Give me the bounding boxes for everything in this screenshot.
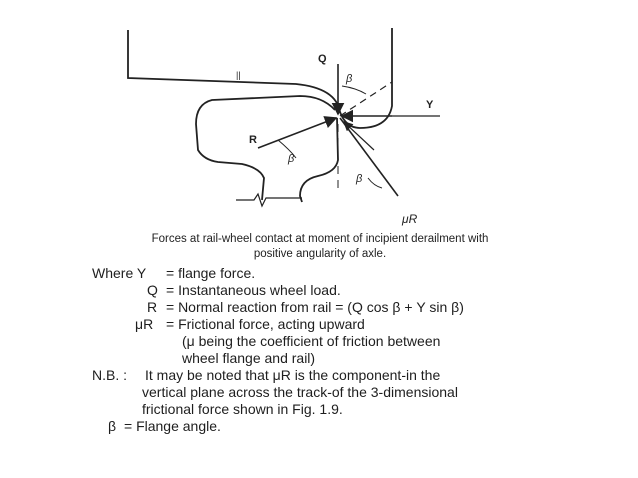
note-line-2: vertical plane across the track-of the 3-dimensional	[142, 384, 458, 400]
beta-def-text: = Flange angle.	[124, 418, 221, 434]
beta-mid-label: β	[288, 153, 295, 165]
q-label: Q	[318, 53, 327, 65]
def-mu-note-1: (μ being the coefficient of friction between	[182, 333, 441, 349]
def-r-symbol: R	[147, 299, 158, 315]
r-label: R	[249, 134, 257, 146]
caption-line-1: Forces at rail-wheel contact at moment of incipient derailment with	[151, 233, 489, 245]
mu-r-arrow	[344, 122, 374, 150]
r-arrow	[258, 118, 336, 148]
def-mu-note-2: wheel flange and rail)	[182, 350, 316, 366]
def-y-symbol: Where Y	[92, 265, 147, 281]
rail-mark: ||	[236, 70, 241, 80]
figure-caption	[110, 232, 530, 262]
y-label: Y	[426, 99, 434, 111]
note-line-3: frictional force shown in Fig. 1.9.	[142, 401, 343, 417]
beta-top-label: β	[346, 73, 353, 85]
def-r-text: = Normal reaction from rail = (Q cos β + Y sin β)	[166, 299, 464, 315]
wheel-outline	[128, 28, 392, 128]
def-y-text: = flange force.	[166, 265, 256, 281]
rail-wheel-force-diagram	[0, 0, 638, 230]
def-mur-symbol: μR	[135, 316, 154, 332]
beta-bottom-arc	[368, 178, 382, 188]
def-q-text: = Instantaneous wheel load.	[166, 282, 341, 298]
caption-line-2: positive angularity of axle.	[253, 248, 387, 260]
def-q-symbol: Q	[147, 282, 158, 298]
rail-outline	[196, 96, 338, 202]
rail-foot-break	[236, 194, 302, 206]
friction-line	[340, 118, 398, 196]
def-mur-text: = Frictional force, acting upward	[166, 316, 365, 332]
beta-top-arc	[342, 86, 366, 94]
note-line-1: It may be noted that μR is the component-in the	[145, 367, 441, 383]
beta-bottom-label: β	[356, 173, 363, 185]
note-label: N.B. :	[92, 367, 128, 383]
mu-r-label: μR	[402, 212, 418, 226]
beta-def-symbol: β	[108, 418, 117, 434]
